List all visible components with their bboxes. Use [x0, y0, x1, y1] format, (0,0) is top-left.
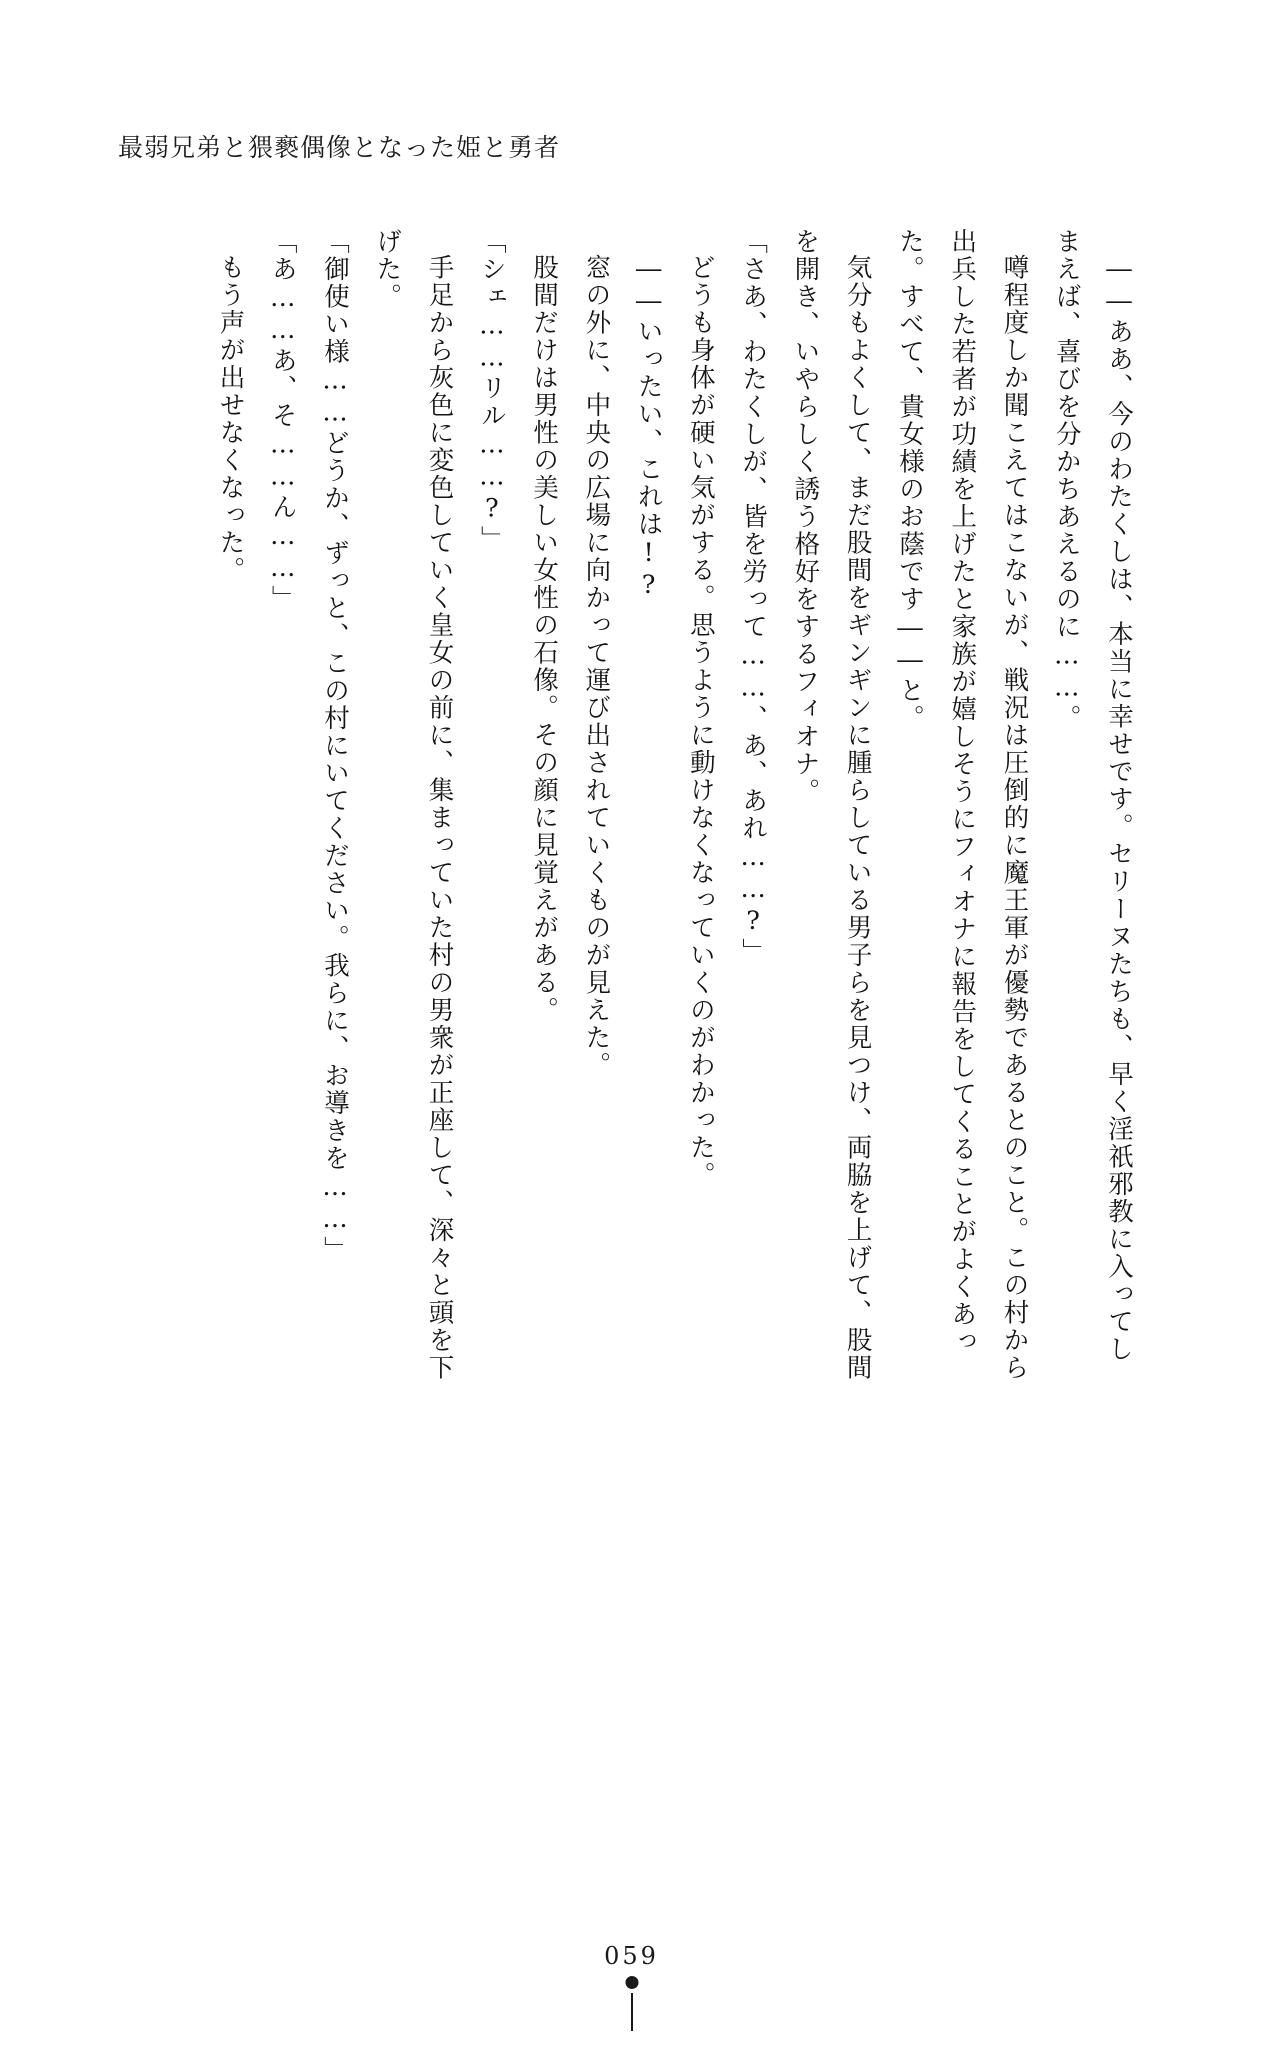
running-head-title: 最弱兄弟と猥褻偶像となった姫と勇者: [118, 133, 561, 162]
page-body-text: [215, 228, 1145, 1388]
paragraph-dialogue: 「シェ……リル……?」: [476, 228, 507, 553]
paragraph-dialogue: 「御使い様……どうか、ずっと、この村にいてください。我らに、お導きを……」: [320, 228, 351, 1264]
paragraph-dialogue: 「さあ、わたくしが、皆を労って……、あ、あれ……?」: [738, 228, 769, 966]
ornament-dot-icon: [625, 1976, 638, 1989]
ornament-rule-icon: [631, 1993, 633, 2031]
paragraph: ――ああ、今のわたくしは、本当に幸せです。セリーヌたちも、早く淫祇邪教に入ってしまえば、喜びを分かちあえるのに……。: [1051, 228, 1134, 1363]
paragraph: 手足から灰色に変色していく皇女の前に、集まっていた村の男衆が正座して、深々と頭を下げた。: [372, 228, 455, 1381]
paragraph: 股間だけは男性の美しい女性の石像。その顔に見覚えがある。: [529, 253, 560, 1024]
paragraph: ――いったい、これは!?: [633, 253, 664, 602]
page-number: 059: [604, 1942, 659, 1970]
paragraph-dialogue: 「あ……あ、そ……ん……」: [267, 228, 298, 613]
paragraph: もう声が出せなくなった。: [215, 253, 246, 584]
paragraph: 気分もよくして、まだ股間をギンギンに腫らしている男子らを見つけ、両脇を上げて、股間を開き、いやらしく誘う格好をするフィオナ。: [790, 228, 873, 1381]
paragraph: 噂程度しか聞こえてはこないが、戦況は圧倒的に魔王軍が優勢であるとのこと。この村から出兵した若者が功績を上げたと家族が嬉しそうにフィオナに報告をしてくることがよくあった。すべて、貴女様のお蔭です――と。: [894, 228, 1030, 1381]
paragraph: 窓の外に、中央の広場に向かって運び出されていくものが見えた。: [581, 253, 612, 1079]
page-ornament-icon: [625, 1976, 639, 2030]
paragraph: どうも身体が硬い気がする。思うように動けなくなっていくのがわかった。: [685, 253, 716, 1189]
